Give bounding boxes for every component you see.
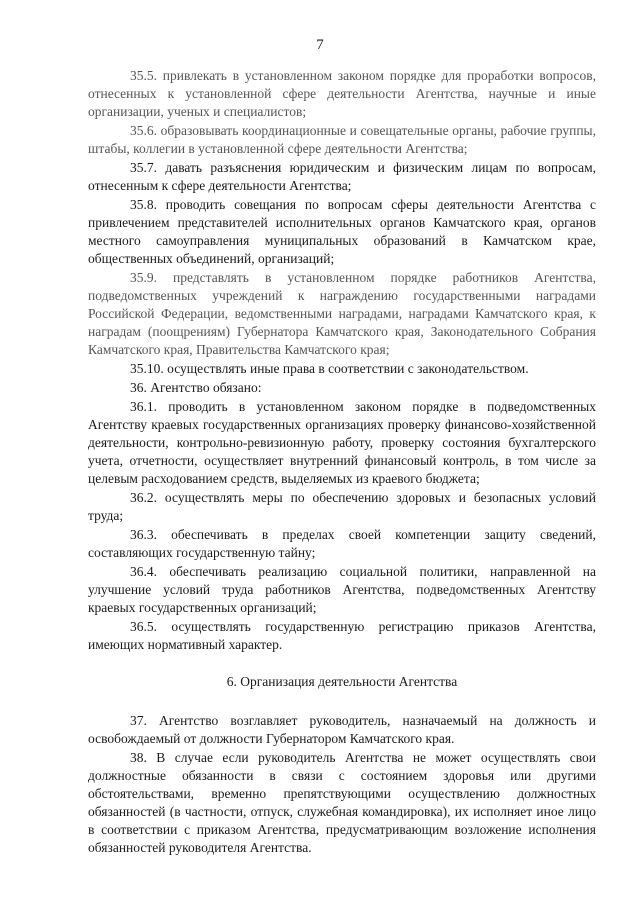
paragraph-35-6: 35.6. образовывать координационные и совещательные органы, рабочие группы, штабы, коллегии в установленной сфере деятельности Агентства; xyxy=(88,123,596,156)
paragraph-35-7: 35.7. давать разъяснения юридическим и физическим лицам по вопросам, отнесенным к сфере деятельности Агентства; xyxy=(88,160,596,193)
paragraph-36-1: 36.1. проводить в установленном законом порядке в подведомственных Агентству краевых государственных организациях проверку финансово-хозяйственной деятельности, контрольно-ревизионную работу, проверку состояния бухгалтерского учета, отчетности, осуществляет внутренний финансовый контроль, в том числе за целевым расходованием средств, выделяемых из краевого бюджета; xyxy=(88,399,596,486)
paragraph-36-2: 36.2. осуществлять меры по обеспечению здоровых и безопасных условий труда; xyxy=(88,490,596,523)
paragraph-37: 37. Агентство возглавляет руководитель, назначаемый на должность и освобождаемый от должности Губернатором Камчатского края. xyxy=(88,713,596,746)
paragraph-35-9: 35.9. представлять в установленном порядке работников Агентства, подведомственных учреждений к награждению государственными наградами Российской Федерации, ведомственными наградами, наградами Камчатского края, к наградам (поощрениям) Губернатора Камчатского края, Законодательного Собрания Камчатского края, Правительства Камчатского края; xyxy=(88,270,596,357)
paragraph-36-5: 36.5. осуществлять государственную регистрацию приказов Агентства, имеющих нормативный характер. xyxy=(88,619,596,652)
section-heading: 6. Организация деятельности Агентства xyxy=(226,674,458,689)
paragraph-36-4: 36.4. обеспечивать реализацию социальной политики, направленной на улучшение условий труда работников Агентства, подведомственных Агентству краевых государственных организаций; xyxy=(88,564,596,615)
paragraph-38: 38. В случае если руководитель Агентства не может осуществлять свои должностные обязанности в связи с состоянием здоровья или другими обстоятельствами, временно препятствующими осуществлению должностных обязанностей (в частности, отпуск, служебная командировка), их исполняет иное лицо в соответствии с приказом Агентства, предусматривающим возложение исполнения обязанностей руководителя Агентства. xyxy=(88,750,596,855)
page-number: 7 xyxy=(316,37,324,53)
paragraph-36: 36. Агентство обязано: xyxy=(130,380,262,395)
paragraph-36-3: 36.3. обеспечивать в пределах своей компетенции защиту сведений, составляющих государственную тайну; xyxy=(88,527,596,560)
paragraph-35-8: 35.8. проводить совещания по вопросам сферы деятельности Агентства с привлечением представителей исполнительных органов Камчатского края, органов местного самоуправления муниципальных образований в Камчатском крае, общественных объединений, организаций; xyxy=(88,197,596,266)
document-body xyxy=(88,67,596,858)
paragraphs-bottom xyxy=(88,712,596,857)
paragraphs-top xyxy=(88,67,596,654)
paragraph-35-10: 35.10. осуществлять иные права в соответствии с законодательством. xyxy=(130,361,529,376)
paragraph-35-5: 35.5. привлекать в установленном законом порядке для проработки вопросов, отнесенных к установленной сфере деятельности Агентства, научные и иные организации, ученых и специалистов; xyxy=(88,68,596,119)
